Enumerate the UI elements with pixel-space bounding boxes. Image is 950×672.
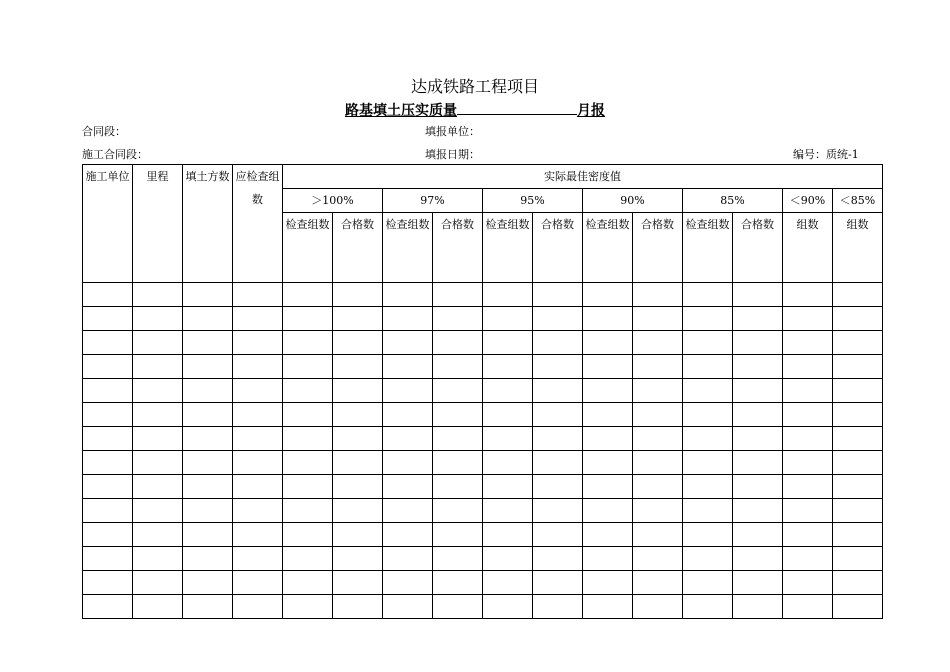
header-mileage: 里程 [133, 165, 183, 283]
table-cell[interactable] [833, 595, 883, 619]
table-cell[interactable] [833, 307, 883, 331]
table-cell[interactable] [583, 499, 633, 523]
table-cell[interactable] [333, 523, 383, 547]
density-level: 90% [583, 189, 683, 213]
table-cell[interactable] [633, 355, 683, 379]
table-cell[interactable] [183, 307, 233, 331]
table-cell[interactable] [183, 499, 233, 523]
table-cell[interactable] [133, 595, 183, 619]
table-cell[interactable] [283, 523, 333, 547]
table-cell[interactable] [683, 427, 733, 451]
table-cell[interactable] [533, 499, 583, 523]
table-cell[interactable] [733, 451, 783, 475]
table-cell[interactable] [83, 571, 133, 595]
table-row [83, 475, 883, 499]
table-cell[interactable] [83, 403, 133, 427]
density-level: 85% [683, 189, 783, 213]
table-cell[interactable] [283, 355, 333, 379]
table-cell[interactable] [583, 283, 633, 307]
table-cell[interactable] [783, 595, 833, 619]
table-cell[interactable] [133, 355, 183, 379]
table-cell[interactable] [483, 499, 533, 523]
table-cell[interactable] [483, 475, 533, 499]
table-cell[interactable] [833, 523, 883, 547]
table-cell[interactable] [483, 307, 533, 331]
table-cell[interactable] [83, 547, 133, 571]
table-cell[interactable] [833, 355, 883, 379]
table-cell[interactable] [183, 427, 233, 451]
table-cell[interactable] [683, 499, 733, 523]
table-cell[interactable] [333, 427, 383, 451]
table-cell[interactable] [233, 379, 283, 403]
table-cell[interactable] [183, 571, 233, 595]
table-cell[interactable] [533, 403, 583, 427]
table-cell[interactable] [483, 547, 533, 571]
table-cell[interactable] [233, 523, 283, 547]
table-cell[interactable] [433, 379, 483, 403]
project-title: 达成铁路工程项目 [410, 77, 539, 96]
table-cell[interactable] [783, 355, 833, 379]
table-row [83, 403, 883, 427]
table-cell[interactable] [633, 283, 683, 307]
table-cell[interactable] [183, 403, 233, 427]
table-cell[interactable] [483, 571, 533, 595]
density-level: ＜85% [833, 189, 883, 213]
table-cell[interactable] [83, 475, 133, 499]
table-cell[interactable] [433, 523, 483, 547]
table-cell[interactable] [583, 355, 633, 379]
table-cell[interactable] [183, 355, 233, 379]
table-cell[interactable] [383, 451, 433, 475]
table-cell[interactable] [383, 595, 433, 619]
table-cell[interactable] [633, 403, 683, 427]
table-cell[interactable] [583, 451, 633, 475]
table-cell[interactable] [433, 595, 483, 619]
table-cell[interactable] [233, 307, 283, 331]
table-cell[interactable] [583, 571, 633, 595]
table-cell[interactable] [233, 499, 283, 523]
table-cell[interactable] [233, 475, 283, 499]
table-row [83, 547, 883, 571]
table-cell[interactable] [483, 355, 533, 379]
table-cell[interactable] [633, 523, 683, 547]
table-cell[interactable] [83, 283, 133, 307]
sub-check-groups: 检查组数 [383, 213, 433, 283]
table-cell[interactable] [233, 355, 283, 379]
table-cell[interactable] [683, 379, 733, 403]
table-row [83, 595, 883, 619]
table-cell[interactable] [533, 595, 583, 619]
table-cell[interactable] [783, 451, 833, 475]
table-cell[interactable] [283, 547, 333, 571]
table-cell[interactable] [283, 595, 333, 619]
table-cell[interactable] [483, 403, 533, 427]
table-cell[interactable] [533, 523, 583, 547]
table-cell[interactable] [333, 499, 383, 523]
header-density-value: 实际最佳密度值 [283, 165, 883, 189]
table-cell[interactable] [133, 523, 183, 547]
sub-qualified: 合格数 [433, 213, 483, 283]
table-cell[interactable] [633, 571, 683, 595]
table-cell[interactable] [433, 307, 483, 331]
report-title-suffix: 月报 [577, 103, 605, 119]
table-cell[interactable] [83, 499, 133, 523]
table-cell[interactable] [483, 427, 533, 451]
table-cell[interactable] [433, 403, 483, 427]
table-cell[interactable] [783, 307, 833, 331]
table-cell[interactable] [383, 427, 433, 451]
table-cell[interactable] [433, 475, 483, 499]
table-cell[interactable] [733, 571, 783, 595]
table-row [83, 451, 883, 475]
table-cell[interactable] [683, 571, 733, 595]
table-cell[interactable] [583, 523, 633, 547]
table-cell[interactable] [783, 499, 833, 523]
table-cell[interactable] [133, 571, 183, 595]
table-cell[interactable] [183, 283, 233, 307]
table-cell[interactable] [433, 355, 483, 379]
table-cell[interactable] [383, 331, 433, 355]
table-cell[interactable] [783, 475, 833, 499]
table-cell[interactable] [333, 475, 383, 499]
table-cell[interactable] [483, 595, 533, 619]
table-cell[interactable] [783, 379, 833, 403]
table-cell[interactable] [383, 499, 433, 523]
table-cell[interactable] [783, 547, 833, 571]
table-cell[interactable] [183, 379, 233, 403]
table-cell[interactable] [683, 595, 733, 619]
table-cell[interactable] [83, 355, 133, 379]
table-cell[interactable] [683, 355, 733, 379]
table-cell[interactable] [383, 355, 433, 379]
table-cell[interactable] [633, 331, 683, 355]
density-level: 97% [383, 189, 483, 213]
table-cell[interactable] [283, 451, 333, 475]
sub-qualified: 合格数 [533, 213, 583, 283]
table-cell[interactable] [633, 307, 683, 331]
table-cell[interactable] [233, 403, 283, 427]
sub-qualified: 合格数 [633, 213, 683, 283]
table-cell[interactable] [633, 427, 683, 451]
table-cell[interactable] [433, 571, 483, 595]
table-cell[interactable] [833, 427, 883, 451]
table-cell[interactable] [433, 427, 483, 451]
table-cell[interactable] [733, 331, 783, 355]
table-cell[interactable] [533, 451, 583, 475]
table-row [83, 379, 883, 403]
table-cell[interactable] [233, 595, 283, 619]
table-cell[interactable] [233, 571, 283, 595]
filling-unit-label: 填报单位： [425, 125, 480, 138]
table-cell[interactable] [283, 283, 333, 307]
report-title [0, 100, 950, 120]
serial-number-label: 编号：质统-1 [793, 148, 859, 161]
table-cell[interactable] [233, 427, 283, 451]
table-cell[interactable] [733, 403, 783, 427]
table-cell[interactable] [383, 379, 433, 403]
table-cell[interactable] [583, 379, 633, 403]
construction-contract-section-label: 施工合同段： [82, 148, 148, 161]
table-cell[interactable] [333, 595, 383, 619]
table-cell[interactable] [533, 571, 583, 595]
table-row [83, 499, 883, 523]
table-cell[interactable] [433, 499, 483, 523]
table-cell[interactable] [283, 499, 333, 523]
header-construction-unit: 施工单位 [83, 165, 133, 283]
table-cell[interactable] [483, 523, 533, 547]
table-cell[interactable] [733, 523, 783, 547]
table-cell[interactable] [583, 547, 633, 571]
density-level: ＜90% [783, 189, 833, 213]
table-cell[interactable] [733, 475, 783, 499]
table-cell[interactable] [333, 283, 383, 307]
table-cell[interactable] [283, 571, 333, 595]
table-cell[interactable] [683, 475, 733, 499]
table-cell[interactable] [483, 283, 533, 307]
table-cell[interactable] [183, 475, 233, 499]
table-cell[interactable] [783, 403, 833, 427]
table-cell[interactable] [583, 427, 633, 451]
table-cell[interactable] [83, 451, 133, 475]
table-cell[interactable] [133, 403, 183, 427]
sub-qualified: 合格数 [733, 213, 783, 283]
table-cell[interactable] [533, 475, 583, 499]
table-cell[interactable] [333, 547, 383, 571]
table-cell[interactable] [533, 355, 583, 379]
table-cell[interactable] [833, 547, 883, 571]
table-cell[interactable] [733, 283, 783, 307]
table-cell[interactable] [583, 403, 633, 427]
table-cell[interactable] [133, 427, 183, 451]
table-cell[interactable] [283, 403, 333, 427]
table-cell[interactable] [433, 451, 483, 475]
contract-section-label: 合同段： [82, 125, 126, 138]
table-cell[interactable] [283, 307, 333, 331]
table-cell[interactable] [583, 595, 633, 619]
table-cell[interactable] [833, 379, 883, 403]
table-row [83, 283, 883, 307]
sub-qualified: 合格数 [333, 213, 383, 283]
table-cell[interactable] [333, 379, 383, 403]
table-cell[interactable] [833, 283, 883, 307]
table-cell[interactable] [833, 571, 883, 595]
table-cell[interactable] [333, 451, 383, 475]
table-cell[interactable] [333, 331, 383, 355]
table-cell[interactable] [683, 403, 733, 427]
table-cell[interactable] [383, 307, 433, 331]
table-cell[interactable] [733, 427, 783, 451]
table-cell[interactable] [433, 331, 483, 355]
table-cell[interactable] [383, 403, 433, 427]
table-cell[interactable] [783, 331, 833, 355]
table-cell[interactable] [833, 451, 883, 475]
table-cell[interactable] [733, 595, 783, 619]
table-cell[interactable] [583, 331, 633, 355]
table-cell[interactable] [633, 451, 683, 475]
table-cell[interactable] [683, 283, 733, 307]
table-cell[interactable] [633, 547, 683, 571]
table-cell[interactable] [583, 307, 633, 331]
table-cell[interactable] [83, 379, 133, 403]
table-cell[interactable] [433, 547, 483, 571]
table-cell[interactable] [383, 283, 433, 307]
table-cell[interactable] [283, 427, 333, 451]
table-cell[interactable] [733, 547, 783, 571]
table-cell[interactable] [83, 523, 133, 547]
table-cell[interactable] [533, 427, 583, 451]
report-month-blank [457, 101, 577, 115]
sub-groups: 组数 [833, 213, 883, 283]
table-cell[interactable] [683, 451, 733, 475]
table-cell[interactable] [283, 331, 333, 355]
header-groups-required: 应检查组数 [233, 165, 283, 283]
table-cell[interactable] [533, 379, 583, 403]
table-cell[interactable] [233, 547, 283, 571]
compaction-quality-table [82, 164, 883, 619]
table-cell[interactable] [283, 379, 333, 403]
table-cell[interactable] [783, 571, 833, 595]
table-cell[interactable] [533, 331, 583, 355]
table-cell[interactable] [733, 379, 783, 403]
table-cell[interactable] [783, 283, 833, 307]
table-cell[interactable] [333, 571, 383, 595]
table-cell[interactable] [833, 499, 883, 523]
table-cell[interactable] [633, 499, 683, 523]
table-cell[interactable] [183, 523, 233, 547]
table-row [83, 523, 883, 547]
sub-groups: 组数 [783, 213, 833, 283]
table-row [83, 331, 883, 355]
sub-check-groups: 检查组数 [683, 213, 733, 283]
table-cell[interactable] [783, 427, 833, 451]
table-cell[interactable] [383, 475, 433, 499]
table-cell[interactable] [133, 283, 183, 307]
table-cell[interactable] [183, 451, 233, 475]
table-cell[interactable] [733, 307, 783, 331]
table-cell[interactable] [183, 331, 233, 355]
table-cell[interactable] [483, 451, 533, 475]
table-cell[interactable] [383, 523, 433, 547]
table-cell[interactable] [333, 355, 383, 379]
table-cell[interactable] [533, 547, 583, 571]
table-cell[interactable] [683, 307, 733, 331]
header-fill-volume: 填土方数 [183, 165, 233, 283]
density-level: ＞100% [283, 189, 383, 213]
table-cell[interactable] [733, 355, 783, 379]
table-cell[interactable] [233, 451, 283, 475]
table-cell[interactable] [433, 283, 483, 307]
sub-check-groups: 检查组数 [583, 213, 633, 283]
table-cell[interactable] [133, 547, 183, 571]
table-cell[interactable] [633, 379, 683, 403]
table-cell[interactable] [733, 499, 783, 523]
table-cell[interactable] [133, 379, 183, 403]
table-row [83, 307, 883, 331]
table-cell[interactable] [133, 451, 183, 475]
table-cell[interactable] [133, 331, 183, 355]
table-row [83, 571, 883, 595]
table-cell[interactable] [83, 331, 133, 355]
table-cell[interactable] [833, 403, 883, 427]
table-row [83, 427, 883, 451]
table-cell[interactable] [533, 283, 583, 307]
table-cell[interactable] [133, 307, 183, 331]
table-cell[interactable] [83, 595, 133, 619]
table-row [83, 355, 883, 379]
table-cell[interactable] [833, 475, 883, 499]
table-cell[interactable] [783, 523, 833, 547]
table-cell[interactable] [633, 475, 683, 499]
table-cell[interactable] [483, 379, 533, 403]
table-cell[interactable] [483, 331, 533, 355]
table-cell[interactable] [333, 307, 383, 331]
filling-date-label: 填报日期： [425, 148, 480, 161]
table-cell[interactable] [83, 307, 133, 331]
table-cell[interactable] [283, 475, 333, 499]
table-cell[interactable] [183, 595, 233, 619]
sub-check-groups: 检查组数 [283, 213, 333, 283]
table-cell[interactable] [333, 403, 383, 427]
table-cell[interactable] [833, 331, 883, 355]
table-cell[interactable] [133, 475, 183, 499]
table-cell[interactable] [383, 571, 433, 595]
table-cell[interactable] [633, 595, 683, 619]
table-cell[interactable] [683, 523, 733, 547]
table-cell[interactable] [533, 307, 583, 331]
table-cell[interactable] [383, 547, 433, 571]
sub-check-groups: 检查组数 [483, 213, 533, 283]
table-cell[interactable] [133, 499, 183, 523]
table-cell[interactable] [233, 331, 283, 355]
table-cell[interactable] [83, 427, 133, 451]
table-cell[interactable] [583, 475, 633, 499]
table-cell[interactable] [233, 283, 283, 307]
density-level: 95% [483, 189, 583, 213]
table-cell[interactable] [683, 547, 733, 571]
table-cell[interactable] [183, 547, 233, 571]
table-cell[interactable] [683, 331, 733, 355]
report-title-main: 路基填土压实质量 [345, 103, 457, 119]
